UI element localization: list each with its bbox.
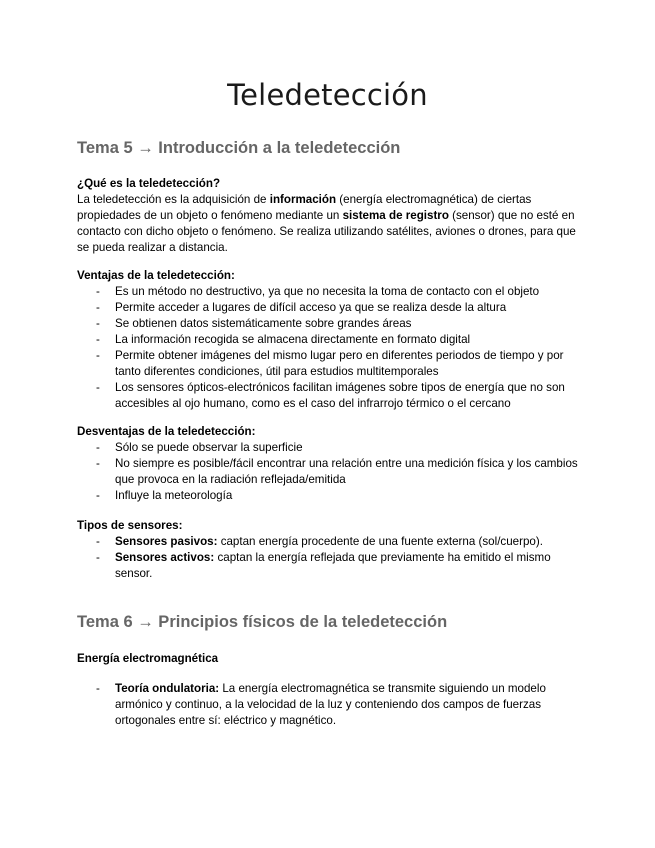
list-item-text: Se obtienen datos sistemáticamente sobre grandes áreas: [115, 317, 412, 330]
paragraph-text: (sensor) que no esté en contacto con dicho objeto o fenómeno. Se realiza utilizando satélites, aviones o drones, para que se pueda realizar a distancia.: [77, 209, 576, 254]
paragraph-text: La teledetección es la adquisición de: [77, 193, 270, 206]
dash-marker: -: [96, 682, 100, 695]
list-item-text: Los sensores ópticos-electrónicos facilitan imágenes sobre tipos de energía que no son accesibles al ojo humano, como es el caso del infrarrojo térmico o el cercano: [115, 381, 565, 410]
dash-marker: -: [96, 489, 100, 502]
ventajas-list: [77, 284, 587, 412]
list-item-text: Permite acceder a lugares de difícil acceso ya que se realiza desde la altura: [115, 301, 507, 314]
list-item: [77, 332, 587, 348]
dash-marker: -: [96, 551, 100, 564]
list-item-text: Sólo se puede observar la superficie: [115, 441, 303, 454]
ventajas-heading: Ventajas de la teledetección:: [77, 269, 235, 282]
dash-marker: -: [96, 457, 100, 470]
desventajas-heading: Desventajas de la teledetección:: [77, 425, 256, 438]
dash-marker: -: [96, 381, 100, 394]
section-heading-tema6: Tema 6 → Principios físicos de la teledetección: [77, 613, 448, 631]
list-item: [77, 440, 587, 456]
bold-term: Sensores activos:: [115, 551, 215, 564]
que-es-paragraph: [77, 192, 587, 256]
tipos-sensores-heading: Tipos de sensores:: [77, 519, 183, 532]
energia-section: [77, 681, 587, 729]
list-item: [77, 284, 587, 300]
list-item: [77, 681, 587, 729]
dash-marker: -: [96, 301, 100, 314]
paragraph-text: (energía electromagnética) de ciertas propiedades de un objeto o fenómeno mediante un: [77, 193, 532, 222]
dash-marker: -: [96, 441, 100, 454]
document-title: Teledetección: [227, 78, 428, 112]
list-item: [77, 456, 587, 488]
bold-term-sistema-registro: sistema de registro: [342, 209, 449, 222]
que-es-section: [77, 176, 587, 256]
dash-marker: -: [96, 349, 100, 362]
tipos-sensores-list: [77, 534, 587, 582]
list-item: [77, 348, 587, 380]
dash-marker: -: [96, 535, 100, 548]
list-item-text: captan energía procedente de una fuente externa (sol/cuerpo).: [217, 535, 543, 548]
list-item-text: La información recogida se almacena directamente en formato digital: [115, 333, 471, 346]
list-item: [77, 488, 587, 504]
dash-marker: -: [96, 317, 100, 330]
ventajas-section: [77, 268, 587, 412]
list-item: [77, 550, 587, 582]
bold-term: Teoría ondulatoria:: [115, 682, 220, 695]
desventajas-section: [77, 424, 587, 504]
dash-marker: -: [96, 285, 100, 298]
list-item: [77, 316, 587, 332]
energia-heading: Energía electromagnética: [77, 652, 219, 665]
list-item-text: La energía electromagnética se transmite siguiendo un modelo armónico y continuo, a la velocidad de la luz y conteniendo dos campos de fuerzas ortogonales entre sí: eléctrico y magnético.: [115, 682, 546, 727]
desventajas-list: [77, 440, 587, 504]
que-es-heading: ¿Qué es la teledetección?: [77, 177, 221, 190]
energia-list: [77, 681, 587, 729]
list-item: [77, 534, 587, 550]
bold-term-informacion: información: [269, 193, 337, 206]
bold-term: Sensores pasivos:: [115, 535, 218, 548]
energia-heading-block: [77, 651, 587, 667]
list-item-text: captan la energía reflejada que previamente ha emitido el mismo sensor.: [115, 551, 551, 580]
list-item-text: Influye la meteorología: [115, 489, 233, 502]
section-heading-tema5: Tema 5 → Introducción a la teledetección: [77, 139, 401, 157]
dash-marker: -: [96, 333, 100, 346]
list-item-text: No siempre es posible/fácil encontrar una relación entre una medición física y los cambios que provoca en la radiación reflejada/emitida: [115, 457, 578, 486]
list-item-text: Permite obtener imágenes del mismo lugar pero en diferentes periodos de tiempo y por tanto diferentes condiciones, útil para estudios multitemporales: [115, 349, 564, 378]
list-item-text: Es un método no destructivo, ya que no necesita la toma de contacto con el objeto: [115, 285, 540, 298]
list-item: [77, 300, 587, 316]
list-item: [77, 380, 587, 412]
tipos-sensores-section: [77, 518, 587, 582]
